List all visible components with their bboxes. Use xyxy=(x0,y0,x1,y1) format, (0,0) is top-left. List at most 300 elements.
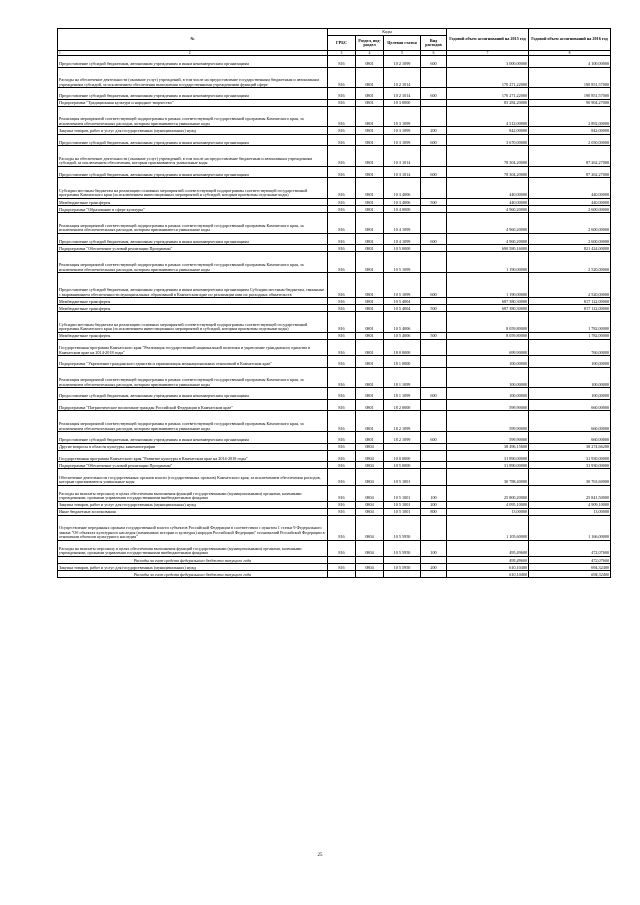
table-row xyxy=(58,213,611,234)
row-amount-2016: 90 904,27000 xyxy=(529,99,611,106)
row-grbs: 816 xyxy=(328,356,356,368)
row-grbs: 816 xyxy=(328,564,356,571)
row-grbs: 816 xyxy=(328,178,356,199)
row-amount-2015: 13,00000 xyxy=(447,508,529,515)
header-grbs: ГРБС xyxy=(328,36,356,51)
row-name: Реализация мероприятий соответствующей подпрограммы в рамках соответствующей государственной программы Камчатского края, за исключением обеспечительных расходов, которым присваиваются уникальные коды xyxy=(58,106,328,127)
row-grbs: 816 xyxy=(328,450,356,462)
budget-document xyxy=(57,28,610,578)
column-number-cell: 7 xyxy=(447,51,529,56)
row-razdel: 0801 xyxy=(356,399,384,411)
row-vr xyxy=(421,367,447,388)
row-grbs: 816 xyxy=(328,146,356,167)
row-vr: 600 xyxy=(421,88,447,100)
row-razdel: 0801 xyxy=(356,178,384,199)
row-vr: 200 xyxy=(421,564,447,571)
row-name: Предоставление субсидий бюджетным, автономным учреждениям и иным некоммерческим организациям xyxy=(58,388,328,400)
header-vr: Вид расходов xyxy=(421,36,447,51)
table-row xyxy=(58,501,611,508)
row-vr xyxy=(421,178,447,199)
row-vr xyxy=(421,298,447,305)
row-razdel: 0804 xyxy=(356,515,384,540)
row-razdel: 0801 xyxy=(356,273,384,298)
row-name: Подпрограмма "Обеспечение условий реализации Программы" xyxy=(58,462,328,469)
row-grbs: 816 xyxy=(328,252,356,273)
row-name: Реализация мероприятий соответствующей подпрограммы в рамках соответствующей государственной программы Камчатского края, за исключением обеспечительных расходов, которым присваиваются уникальные коды xyxy=(58,367,328,388)
row-amount-2015: 1 105,60000 xyxy=(447,515,529,540)
row-amount-2016: 817 122,00000 xyxy=(529,305,611,312)
row-razdel: 0801 xyxy=(356,206,384,213)
row-vr xyxy=(421,146,447,167)
table-row xyxy=(58,127,611,134)
row-vr xyxy=(421,356,447,368)
table-row xyxy=(58,146,611,167)
row-grbs: 816 xyxy=(328,233,356,245)
row-grbs: 816 xyxy=(328,305,356,312)
budget-table xyxy=(57,28,611,578)
row-csr: 10 3 1014 xyxy=(384,146,421,167)
row-csr: 10 3 1099 xyxy=(384,127,421,134)
row-csr: 10 5 0000 xyxy=(384,462,421,469)
row-grbs: 816 xyxy=(328,367,356,388)
row-grbs: 816 xyxy=(328,298,356,305)
row-name: Подпрограмма "Традиционная культура и народное творчество" xyxy=(58,99,328,106)
table-row xyxy=(58,273,611,298)
row-grbs: 816 xyxy=(328,399,356,411)
row-vr: 600 xyxy=(421,233,447,245)
row-amount-2015: 3 670,00000 xyxy=(447,134,529,146)
header-codes: Коды xyxy=(328,29,447,36)
row-name: Расходы на обеспечение деятельности (оказание услуг) учреждений, в том числе на предоставление бюджетным и автономным учреждениям субсидий, за исключением обеспечения, которым присваиваются уникальные коды xyxy=(58,146,328,167)
table-row xyxy=(58,462,611,469)
row-name: Предоставление субсидий бюджетным, автономным учреждениям и иным некоммерческим организациям xyxy=(58,233,328,245)
row-amount-2016: 1 782,00000 xyxy=(529,332,611,339)
row-vr: 800 xyxy=(421,508,447,515)
row-grbs xyxy=(328,556,356,563)
row-vr: 600 xyxy=(421,432,447,444)
row-csr: 10 5 4004 xyxy=(384,298,421,305)
row-grbs xyxy=(328,571,356,578)
row-vr: 500 xyxy=(421,332,447,339)
table-row xyxy=(58,166,611,178)
table-row xyxy=(58,99,611,106)
table-row xyxy=(58,106,611,127)
row-razdel: 0801 xyxy=(356,166,384,178)
row-amount-2016: 87 262,27000 xyxy=(529,166,611,178)
row-grbs: 816 xyxy=(328,411,356,432)
row-razdel: 0801 xyxy=(356,312,384,333)
row-grbs: 816 xyxy=(328,432,356,444)
row-csr: 10 4 1099 xyxy=(384,233,421,245)
column-number-cell: 8 xyxy=(529,51,611,56)
row-name: Подпрограмма "Обеспечение условий реализации Программы" xyxy=(58,245,328,252)
row-grbs: 816 xyxy=(328,106,356,127)
table-row xyxy=(58,540,611,556)
row-amount-2016: 38 274,66200 xyxy=(529,443,611,450)
row-name: Реализация мероприятий соответствующей подпрограммы в рамках соответствующей государственной программы Камчатского края, за исключением обеспечительных расходов, которым присваиваются уникальные коды xyxy=(58,411,328,432)
row-amount-2016: 13,00000 xyxy=(529,508,611,515)
table-row xyxy=(58,332,611,339)
row-name: Предоставление субсидий бюджетным, автономным учреждениям и иным некоммерческим организациям Субсидии местным бюджетам, связанные с выравниванием обеспеченности муниципальных образований в Камчатском крае по реализации ими их расходных обязательств xyxy=(58,273,328,298)
row-amount-2016: 2 600,00000 xyxy=(529,233,611,245)
table-row xyxy=(58,564,611,571)
row-vr xyxy=(421,252,447,273)
row-csr: 10 3 1014 xyxy=(384,166,421,178)
row-vr xyxy=(421,67,447,88)
row-grbs: 816 xyxy=(328,508,356,515)
header-2015: Годовой объем ассигнований на 2015 год xyxy=(447,29,529,51)
row-razdel: 0801 xyxy=(356,305,384,312)
row-csr: 10 2 1014 xyxy=(384,67,421,88)
row-csr: 10 5 1001 xyxy=(384,469,421,485)
row-amount-2016: 472,07600 xyxy=(529,540,611,556)
row-amount-2016: 190 851,57000 xyxy=(529,67,611,88)
page-number: 25 xyxy=(317,853,323,858)
row-amount-2015: 78 304,20000 xyxy=(447,146,529,167)
table-row xyxy=(58,450,611,462)
row-amount-2016: 2 050,00000 xyxy=(529,134,611,146)
row-vr xyxy=(421,245,447,252)
row-vr xyxy=(421,339,447,355)
row-amount-2015: 4 512,00000 xyxy=(447,106,529,127)
row-amount-2015: 83 284,20000 xyxy=(447,99,529,106)
table-row xyxy=(58,88,611,100)
row-csr: 10 3 1099 xyxy=(384,106,421,127)
row-vr xyxy=(421,571,447,578)
row-amount-2015: 4 960,20000 xyxy=(447,213,529,234)
row-razdel: 0801 xyxy=(356,298,384,305)
row-csr: 10 5 1001 xyxy=(384,508,421,515)
row-amount-2016: 1 782,00000 xyxy=(529,312,611,333)
row-amount-2016: 817 122,00000 xyxy=(529,298,611,305)
row-razdel: 0801 xyxy=(356,245,384,252)
row-amount-2015: 3 000,00000 xyxy=(447,56,529,68)
row-razdel: 0801 xyxy=(356,88,384,100)
row-csr: 10 5 5950 xyxy=(384,564,421,571)
row-csr: 18 1 0000 xyxy=(384,356,421,368)
table-row xyxy=(58,411,611,432)
row-csr: 10 5 1001 xyxy=(384,501,421,508)
table-row xyxy=(58,556,611,563)
row-name: Другие вопросы в области культуры, кинематографии xyxy=(58,443,328,450)
row-razdel: 0801 xyxy=(356,356,384,368)
table-row xyxy=(58,67,611,88)
row-amount-2015: 4 095,10000 xyxy=(447,501,529,508)
row-grbs: 816 xyxy=(328,332,356,339)
row-razdel: 0804 xyxy=(356,462,384,469)
row-amount-2015: 842,00000 xyxy=(447,127,529,134)
row-amount-2016: 2 520,00000 xyxy=(529,273,611,298)
row-csr: 10 5 4006 xyxy=(384,332,421,339)
row-amount-2016: 2 600,00000 xyxy=(529,206,611,213)
row-amount-2015: 100,00000 xyxy=(447,367,529,388)
row-razdel: 0801 xyxy=(356,127,384,134)
table-row xyxy=(58,245,611,252)
row-amount-2016: 660,00000 xyxy=(529,432,611,444)
row-csr: 18 2 1099 xyxy=(384,432,421,444)
row-name: Межбюджетные трансферты xyxy=(58,305,328,312)
row-vr: 600 xyxy=(421,273,447,298)
row-razdel: 0801 xyxy=(356,198,384,205)
table-row xyxy=(58,432,611,444)
row-name: Государственная программа Камчатского края "Развитие культуры в Камчатском крае на 2014-2018 годы" xyxy=(58,450,328,462)
row-amount-2016: 31 930,00000 xyxy=(529,450,611,462)
row-amount-2016: 31 930,00000 xyxy=(529,462,611,469)
row-grbs: 816 xyxy=(328,127,356,134)
row-razdel: 0801 xyxy=(356,146,384,167)
header-razdel: Раздел, под-раздел xyxy=(356,36,384,51)
row-grbs: 816 xyxy=(328,485,356,501)
row-amount-2015: 25 800,20000 xyxy=(447,485,529,501)
row-amount-2015: 4 960,20000 xyxy=(447,206,529,213)
row-razdel: 0801 xyxy=(356,411,384,432)
row-csr: 18 0 0000 xyxy=(384,339,421,355)
row-razdel: 0801 xyxy=(356,367,384,388)
row-amount-2015: 8 059,80000 xyxy=(447,312,529,333)
row-csr: 10 5 4004 xyxy=(384,305,421,312)
row-vr: 600 xyxy=(421,388,447,400)
row-razdel: 0804 xyxy=(356,501,384,508)
row-csr: 10 4 0000 xyxy=(384,206,421,213)
row-name: Расходы за счет средств федерального бюджета текущего года xyxy=(58,556,328,563)
table-row xyxy=(58,312,611,333)
row-csr: 10 2 1014 xyxy=(384,88,421,100)
row-razdel: 0804 xyxy=(356,443,384,450)
row-csr: 10 3 1099 xyxy=(384,134,421,146)
row-amount-2015: 1 190,00000 xyxy=(447,252,529,273)
row-razdel: 0801 xyxy=(356,339,384,355)
row-vr xyxy=(421,469,447,485)
row-csr: 10 3 4006 xyxy=(384,198,421,205)
row-amount-2016: 100,00000 xyxy=(529,388,611,400)
row-amount-2015: 599,90000 xyxy=(447,411,529,432)
row-vr: 600 xyxy=(421,134,447,146)
row-name: Предоставление субсидий бюджетным, автономным учреждениям и иным некоммерческим организациям xyxy=(58,432,328,444)
row-vr xyxy=(421,556,447,563)
row-razdel: 0804 xyxy=(356,485,384,501)
row-name: Подпрограмма "Образование в сфере культуры" xyxy=(58,206,328,213)
row-amount-2015: 440,00000 xyxy=(447,198,529,205)
row-amount-2015: 31 890,00000 xyxy=(447,450,529,462)
row-vr xyxy=(421,206,447,213)
row-name: Субсидии местным бюджетам на реализацию основных мероприятий соответствующей подпрограммы соответствующей государственной программы Камчатского края (за исключением инвестиционных мероприятий и субсидий, которым присвоены отдельные коды) xyxy=(58,312,328,333)
row-amount-2015: 440,00000 xyxy=(447,178,529,199)
row-amount-2016: 30 763,60000 xyxy=(529,469,611,485)
row-razdel: 0804 xyxy=(356,540,384,556)
header-csr: Целевая статья xyxy=(384,36,421,51)
table-row xyxy=(58,443,611,450)
row-amount-2015: 8 059,80000 xyxy=(447,332,529,339)
table-row xyxy=(58,305,611,312)
row-vr xyxy=(421,443,447,450)
row-csr: 18 1 1099 xyxy=(384,367,421,388)
table-row xyxy=(58,339,611,355)
table-row xyxy=(58,198,611,205)
table-row xyxy=(58,508,611,515)
table-row xyxy=(58,298,611,305)
row-amount-2015: 170 271,22000 xyxy=(447,88,529,100)
row-razdel: 0801 xyxy=(356,388,384,400)
table-row xyxy=(58,178,611,199)
row-csr: 10 2 1099 xyxy=(384,56,421,68)
row-grbs: 816 xyxy=(328,273,356,298)
row-csr: 18 2 1099 xyxy=(384,411,421,432)
row-name: Реализация мероприятий соответствующей подпрограммы в рамках соответствующей государственной программы Камчатского края, за исключением обеспечительных расходов, которым присваиваются уникальные коды xyxy=(58,213,328,234)
row-name: Предоставление субсидий бюджетным, автономным учреждениям и иным некоммерческим организациям xyxy=(58,166,328,178)
row-name: Предоставление субсидий бюджетным, автономным учреждениям и иным некоммерческим организациям xyxy=(58,134,328,146)
row-name: Расходы за счет средств федерального бюджета текущего года xyxy=(58,571,328,578)
row-csr xyxy=(384,556,421,563)
row-amount-2015: 1 190,00000 xyxy=(447,273,529,298)
row-razdel: 0801 xyxy=(356,233,384,245)
table-row xyxy=(58,252,611,273)
column-number-2: 2 xyxy=(188,51,191,55)
row-grbs: 816 xyxy=(328,501,356,508)
row-csr: 10 5 4006 xyxy=(384,312,421,333)
row-csr: 10 5 1099 xyxy=(384,252,421,273)
row-amount-2016: 660,00000 xyxy=(529,399,611,411)
row-vr xyxy=(421,106,447,127)
row-amount-2016: 4 100,00000 xyxy=(529,56,611,68)
row-name: Закупка товаров, работ и услуг для государственных (муниципальных) нужд xyxy=(58,127,328,134)
row-razdel: 0804 xyxy=(356,508,384,515)
row-amount-2016: 821 424,00000 xyxy=(529,245,611,252)
row-amount-2016: 440,00000 xyxy=(529,198,611,205)
row-vr xyxy=(421,450,447,462)
row-name: Подпрограмма "Укрепление гражданского единства и гармонизация межнациональных отношений в Камчатском крае" xyxy=(58,356,328,368)
table-row xyxy=(58,56,611,68)
row-amount-2016: 842,00000 xyxy=(529,127,611,134)
row-amount-2016: 100,00000 xyxy=(529,356,611,368)
row-vr xyxy=(421,312,447,333)
row-csr: 10 4 1099 xyxy=(384,213,421,234)
column-number-cell: 5 xyxy=(384,51,421,56)
row-amount-2016: 4 909,10000 xyxy=(529,501,611,508)
row-amount-2015: 78 304,20000 xyxy=(447,166,529,178)
row-name: Государственная программа Камчатского края "Реализация государственной национальной политики и укрепление гражданского единства в Камчатском крае на 2014-2018 годы" xyxy=(58,339,328,355)
row-razdel: 0801 xyxy=(356,106,384,127)
row-amount-2015: 699,90000 xyxy=(447,339,529,355)
table-row xyxy=(58,233,611,245)
row-grbs: 816 xyxy=(328,469,356,485)
row-grbs: 816 xyxy=(328,134,356,146)
row-name: Расходы на выплаты персоналу в целях обеспечения выполнения функций государственными (муниципальными) органами, казенными учреждениями, органами управления государственными внебюджетными фондами xyxy=(58,485,328,501)
row-vr: 100 xyxy=(421,485,447,501)
row-amount-2015: 100,00000 xyxy=(447,356,529,368)
row-grbs: 816 xyxy=(328,56,356,68)
row-grbs: 816 xyxy=(328,312,356,333)
row-csr: 10 3 4006 xyxy=(384,178,421,199)
table-row xyxy=(58,485,611,501)
row-name: Осуществление переданных органам государственной власти субъектов Российской Федерации в соответствии с пунктом 1 статьи 9 Федерального закона "Об объектах культурного наследия (памятниках истории и культуры) народов Российской Федерации" полномочий Российской Федерации в отношении объектов культурного наследия" xyxy=(58,515,328,540)
row-amount-2016: 472,07600 xyxy=(529,556,611,563)
row-vr xyxy=(421,411,447,432)
row-name: Закупка товаров, работ и услуг для государственных (муниципальных) нужд xyxy=(58,501,328,508)
column-number-cell: 3 xyxy=(328,51,356,56)
row-vr: 600 xyxy=(421,166,447,178)
row-name: Иные бюджетные ассигнования xyxy=(58,508,328,515)
row-name: Подпрограмма "Патриотическое воспитание граждан Российской Федерации в Камчатском крае" xyxy=(58,399,328,411)
row-amount-2015: 38 496,15600 xyxy=(447,443,529,450)
row-amount-2015: 30 788,40000 xyxy=(447,469,529,485)
row-csr: 10 5 5950 xyxy=(384,540,421,556)
table-row xyxy=(58,469,611,485)
row-vr: 200 xyxy=(421,501,447,508)
row-grbs: 816 xyxy=(328,213,356,234)
row-amount-2015: 495,49600 xyxy=(447,556,529,563)
row-amount-2016: 2 600,00000 xyxy=(529,213,611,234)
row-vr xyxy=(421,399,447,411)
row-grbs: 816 xyxy=(328,166,356,178)
row-amount-2015: 687 380,30000 xyxy=(447,298,529,305)
row-name: Расходы на выплаты персоналу в целях обеспечения выполнения функций государственными (муниципальными) органами, казенными учреждениями, органами управления государственными внебюджетными фондами xyxy=(58,540,328,556)
row-razdel: 0804 xyxy=(356,564,384,571)
row-name: Межбюджетные трансферты xyxy=(58,198,328,205)
row-razdel xyxy=(356,571,384,578)
table-row xyxy=(58,367,611,388)
row-amount-2016: 87 262,27000 xyxy=(529,146,611,167)
row-vr: 500 xyxy=(421,198,447,205)
row-amount-2015: 610,10400 xyxy=(447,571,529,578)
row-grbs: 816 xyxy=(328,206,356,213)
row-vr: 600 xyxy=(421,56,447,68)
row-amount-2015: 599,90000 xyxy=(447,432,529,444)
row-name: Закупка товаров, работ и услуг для государственных (муниципальных) нужд xyxy=(58,564,328,571)
row-csr: 10 5 0000 xyxy=(384,245,421,252)
row-name: Субсидии местным бюджетам на реализацию основных мероприятий соответствующей подпрограммы соответствующей государственной программы Камчатского края (за исключением инвестиционных мероприятий и субсидий, которым присвоены отдельные коды) xyxy=(58,178,328,199)
row-grbs: 816 xyxy=(328,245,356,252)
row-razdel: 0804 xyxy=(356,450,384,462)
row-vr xyxy=(421,462,447,469)
table-row xyxy=(58,515,611,540)
row-amount-2015: 31 890,00000 xyxy=(447,462,529,469)
row-name: Предоставление субсидий бюджетным, автономным учреждениям и иным некоммерческим организациям xyxy=(58,56,328,68)
header-2016: Годовой объем ассигнований на 2016 год xyxy=(529,29,611,51)
row-amount-2015: 170 271,22000 xyxy=(447,67,529,88)
row-name: Межбюджетные трансферты xyxy=(58,298,328,305)
table-body xyxy=(58,51,611,578)
header-number: № xyxy=(58,29,328,51)
row-grbs: 816 xyxy=(328,99,356,106)
row-amount-2015: 4 960,20000 xyxy=(447,233,529,245)
row-csr: 10 5 5950 xyxy=(384,515,421,540)
row-csr: 18 2 0000 xyxy=(384,399,421,411)
row-amount-2016: 694,32400 xyxy=(529,571,611,578)
row-amount-2015: 687 380,30000 xyxy=(447,305,529,312)
row-razdel: 0804 xyxy=(356,469,384,485)
table-row xyxy=(58,206,611,213)
row-vr: 200 xyxy=(421,127,447,134)
row-amount-2015: 690 580,16000 xyxy=(447,245,529,252)
row-csr: 18 1 1099 xyxy=(384,388,421,400)
row-name: Обеспечение деятельности государственных органов власти (государственных органов) Камчатского края, за исключением обеспечения расходов, которым присваиваются уникальные коды xyxy=(58,469,328,485)
row-amount-2016: 2 520,00000 xyxy=(529,252,611,273)
table-row xyxy=(58,571,611,578)
column-number-cell: 6 xyxy=(421,51,447,56)
row-amount-2016: 660,00000 xyxy=(529,411,611,432)
row-name: Реализация мероприятий соответствующей подпрограммы в рамках соответствующей государственной программы Камчатского края, за исключением обеспечительных расходов, которым присваиваются уникальные коды xyxy=(58,252,328,273)
row-grbs: 816 xyxy=(328,67,356,88)
row-csr xyxy=(384,443,421,450)
row-name: Расходы на обеспечение деятельности (оказание услуг) учреждений, в том числе на предоставление государственным бюджетным и автономным учреждениям субсидий, за исключением обеспечения выполнения государственными учреждениями функций сфере xyxy=(58,67,328,88)
column-number-cell: 4 xyxy=(356,51,384,56)
row-vr: 100 xyxy=(421,540,447,556)
row-razdel: 0801 xyxy=(356,252,384,273)
column-number-1: 1 xyxy=(59,51,61,55)
row-amount-2015: 599,90000 xyxy=(447,399,529,411)
table-row xyxy=(58,134,611,146)
row-grbs: 816 xyxy=(328,339,356,355)
